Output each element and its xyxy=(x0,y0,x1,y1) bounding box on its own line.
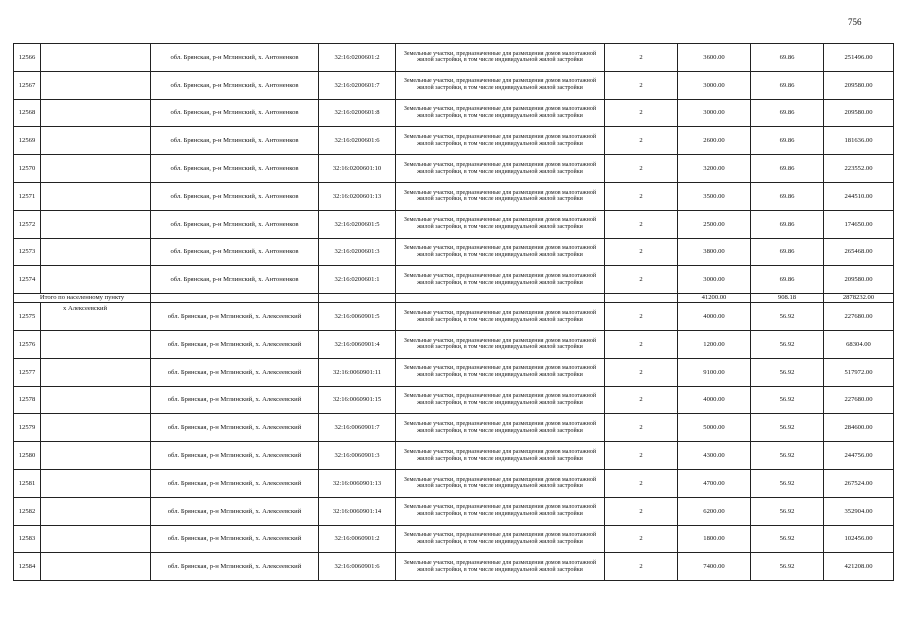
rate-cell: 69.86 xyxy=(751,238,824,266)
address-cell: обл. Брянская, р-н Мглинский, х. Антоненков xyxy=(151,99,319,127)
table-row xyxy=(14,182,894,210)
row-number: 12572 xyxy=(14,210,41,238)
category-cell: 2 xyxy=(605,266,678,294)
cadastral-value-cell: 284600.00 xyxy=(824,414,894,442)
cadastral-value-cell: 102456.00 xyxy=(824,525,894,553)
total-value: 2878232.00 xyxy=(824,294,894,303)
table-row xyxy=(14,414,894,442)
cadastral-number-cell: 32:16:0200601:5 xyxy=(319,210,396,238)
empty-cell xyxy=(41,44,151,72)
land-use-cell: Земельные участки, предназначенные для размещения домов малоэтажной жилой застройки, в том числе индивидуальной жилой застройки xyxy=(396,71,605,99)
land-use-cell: Земельные участки, предназначенные для размещения домов малоэтажной жилой застройки, в том числе индивидуальной жилой застройки xyxy=(396,469,605,497)
rate-cell: 69.86 xyxy=(751,44,824,72)
empty-cell xyxy=(41,469,151,497)
row-number: 12578 xyxy=(14,386,41,414)
cadastral-value-cell: 352904.00 xyxy=(824,497,894,525)
empty-cell xyxy=(41,127,151,155)
address-cell: обл. Брянская, р-н Мглинский, х. Антоненков xyxy=(151,155,319,183)
settlement-label: х Алексеевский xyxy=(63,305,108,312)
total-row xyxy=(14,294,894,303)
table-row xyxy=(14,525,894,553)
table-row xyxy=(14,238,894,266)
cadastral-number-cell: 32:16:0200601:6 xyxy=(319,127,396,155)
row-number: 12584 xyxy=(14,553,41,581)
cadastral-value-cell: 209580.00 xyxy=(824,71,894,99)
area-cell: 1800.00 xyxy=(678,525,751,553)
empty-cell xyxy=(41,553,151,581)
rate-cell: 69.86 xyxy=(751,99,824,127)
table-row xyxy=(14,330,894,358)
row-number: 12583 xyxy=(14,525,41,553)
table-row xyxy=(14,99,894,127)
area-cell: 3600.00 xyxy=(678,44,751,72)
rows-antonenkov xyxy=(14,44,894,294)
land-use-cell: Земельные участки, предназначенные для размещения домов малоэтажной жилой застройки, в том числе индивидуальной жилой застройки xyxy=(396,99,605,127)
land-use-cell: Земельные участки, предназначенные для размещения домов малоэтажной жилой застройки, в том числе индивидуальной жилой застройки xyxy=(396,525,605,553)
area-cell: 4700.00 xyxy=(678,469,751,497)
rate-cell: 69.86 xyxy=(751,155,824,183)
category-cell: 2 xyxy=(605,71,678,99)
land-use-cell: Земельные участки, предназначенные для размещения домов малоэтажной жилой застройки, в том числе индивидуальной жилой застройки xyxy=(396,44,605,72)
category-cell: 2 xyxy=(605,553,678,581)
empty-cell xyxy=(41,525,151,553)
cadastral-value-cell: 251496.00 xyxy=(824,44,894,72)
land-use-cell: Земельные участки, предназначенные для размещения домов малоэтажной жилой застройки, в том числе индивидуальной жилой застройки xyxy=(396,155,605,183)
cadastral-number-cell: 32:16:0200601:3 xyxy=(319,238,396,266)
table-row xyxy=(14,497,894,525)
cadastral-number-cell: 32:16:0060901:11 xyxy=(319,358,396,386)
row-number: 12568 xyxy=(14,99,41,127)
row-number: 12577 xyxy=(14,358,41,386)
page-number: 756 xyxy=(848,17,862,27)
empty-cell xyxy=(41,266,151,294)
table-row xyxy=(14,210,894,238)
cadastral-number-cell: 32:16:0060901:7 xyxy=(319,414,396,442)
address-cell: обл. Брянская, р-н Мглинский, х. Антоненков xyxy=(151,127,319,155)
address-cell: обл. Брянская, р-н Мглинский, х. Антоненков xyxy=(151,238,319,266)
category-cell: 2 xyxy=(605,525,678,553)
address-cell: обл. Брянская, р-н Мглинский, х. Антоненков xyxy=(151,44,319,72)
rate-cell: 69.86 xyxy=(751,210,824,238)
land-use-cell: Земельные участки, предназначенные для размещения домов малоэтажной жилой застройки, в том числе индивидуальной жилой застройки xyxy=(396,358,605,386)
total-area: 41200.00 xyxy=(678,294,751,303)
area-cell: 3000.00 xyxy=(678,71,751,99)
address-cell: обл. Брянская, р-н Мглинский, х. Антоненков xyxy=(151,182,319,210)
cadastral-number-cell: 32:16:0200601:2 xyxy=(319,44,396,72)
address-cell: обл. Брянская, р-н Мглинский, х. Алексеевский xyxy=(151,358,319,386)
category-cell: 2 xyxy=(605,210,678,238)
row-number: 12580 xyxy=(14,442,41,470)
row-number: 12576 xyxy=(14,330,41,358)
row-number: 12579 xyxy=(14,414,41,442)
area-cell: 3800.00 xyxy=(678,238,751,266)
cadastral-number-cell: 32:16:0200601:13 xyxy=(319,182,396,210)
cadastral-value-cell: 227680.00 xyxy=(824,386,894,414)
land-use-cell: Земельные участки, предназначенные для размещения домов малоэтажной жилой застройки, в том числе индивидуальной жилой застройки xyxy=(396,182,605,210)
table-row xyxy=(14,358,894,386)
address-cell: обл. Брянская, р-н Мглинский, х. Алексеевский xyxy=(151,469,319,497)
empty-cell xyxy=(41,71,151,99)
total-label: Итого по населенному пункту xyxy=(14,294,151,303)
category-cell: 2 xyxy=(605,303,678,331)
category-cell: 2 xyxy=(605,238,678,266)
cadastral-number-cell: 32:16:0060901:3 xyxy=(319,442,396,470)
cadastral-number-cell: 32:16:0200601:7 xyxy=(319,71,396,99)
empty-cell xyxy=(41,497,151,525)
empty-cell xyxy=(41,442,151,470)
land-use-cell: Земельные участки, предназначенные для размещения домов малоэтажной жилой застройки, в том числе индивидуальной жилой застройки xyxy=(396,127,605,155)
table-row xyxy=(14,266,894,294)
total-empty-cell xyxy=(319,294,396,303)
area-cell: 3500.00 xyxy=(678,182,751,210)
land-use-cell: Земельные участки, предназначенные для размещения домов малоэтажной жилой застройки, в том числе индивидуальной жилой застройки xyxy=(396,497,605,525)
rows-alekseevsky xyxy=(14,303,894,581)
area-cell: 7400.00 xyxy=(678,553,751,581)
total-empty-cell xyxy=(605,294,678,303)
empty-cell xyxy=(41,358,151,386)
rate-cell: 69.86 xyxy=(751,182,824,210)
rate-cell: 69.86 xyxy=(751,71,824,99)
empty-cell xyxy=(41,155,151,183)
address-cell: обл. Брянская, р-н Мглинский, х. Алексеевский xyxy=(151,330,319,358)
area-cell: 5000.00 xyxy=(678,414,751,442)
rate-cell: 56.92 xyxy=(751,525,824,553)
rate-cell: 56.92 xyxy=(751,303,824,331)
table-row xyxy=(14,71,894,99)
rate-cell: 56.92 xyxy=(751,497,824,525)
cadastral-value-cell: 227680.00 xyxy=(824,303,894,331)
category-cell: 2 xyxy=(605,497,678,525)
cadastral-value-cell: 68304.00 xyxy=(824,330,894,358)
area-cell: 4300.00 xyxy=(678,442,751,470)
row-number: 12566 xyxy=(14,44,41,72)
address-cell: обл. Брянская, р-н Мглинский, х. Алексеевский xyxy=(151,553,319,581)
category-cell: 2 xyxy=(605,182,678,210)
address-cell: обл. Брянская, р-н Мглинский, х. Алексеевский xyxy=(151,497,319,525)
cadastral-value-cell: 209580.00 xyxy=(824,266,894,294)
table-row xyxy=(14,469,894,497)
area-cell: 4000.00 xyxy=(678,303,751,331)
land-use-cell: Земельные участки, предназначенные для размещения домов малоэтажной жилой застройки, в том числе индивидуальной жилой застройки xyxy=(396,266,605,294)
category-cell: 2 xyxy=(605,330,678,358)
empty-cell xyxy=(41,414,151,442)
rate-cell: 69.86 xyxy=(751,266,824,294)
land-use-cell: Земельные участки, предназначенные для размещения домов малоэтажной жилой застройки, в том числе индивидуальной жилой застройки xyxy=(396,442,605,470)
area-cell: 6200.00 xyxy=(678,497,751,525)
table-row xyxy=(14,127,894,155)
cadastral-value-cell: 517972.00 xyxy=(824,358,894,386)
cadastral-number-cell: 32:16:0060901:14 xyxy=(319,497,396,525)
address-cell: обл. Брянская, р-н Мглинский, х. Алексеевский xyxy=(151,303,319,331)
category-cell: 2 xyxy=(605,44,678,72)
area-cell: 9100.00 xyxy=(678,358,751,386)
address-cell: обл. Брянская, р-н Мглинский, х. Алексеевский xyxy=(151,525,319,553)
cadastral-number-cell: 32:16:0060901:4 xyxy=(319,330,396,358)
area-cell: 2600.00 xyxy=(678,127,751,155)
land-use-cell: Земельные участки, предназначенные для размещения домов малоэтажной жилой застройки, в том числе индивидуальной жилой застройки xyxy=(396,414,605,442)
category-cell: 2 xyxy=(605,442,678,470)
land-use-cell: Земельные участки, предназначенные для размещения домов малоэтажной жилой застройки, в том числе индивидуальной жилой застройки xyxy=(396,303,605,331)
address-cell: обл. Брянская, р-н Мглинский, х. Антоненков xyxy=(151,210,319,238)
category-cell: 2 xyxy=(605,358,678,386)
address-cell: обл. Брянская, р-н Мглинский, х. Алексеевский xyxy=(151,414,319,442)
empty-cell xyxy=(41,182,151,210)
category-cell: 2 xyxy=(605,386,678,414)
table-row xyxy=(14,553,894,581)
cadastral-value-cell: 267524.00 xyxy=(824,469,894,497)
land-use-cell: Земельные участки, предназначенные для размещения домов малоэтажной жилой застройки, в том числе индивидуальной жилой застройки xyxy=(396,386,605,414)
row-number: 12567 xyxy=(14,71,41,99)
table-row xyxy=(14,155,894,183)
cadastral-number-cell: 32:16:0200601:10 xyxy=(319,155,396,183)
land-use-cell: Земельные участки, предназначенные для размещения домов малоэтажной жилой застройки, в том числе индивидуальной жилой застройки xyxy=(396,210,605,238)
address-cell: обл. Брянская, р-н Мглинский, х. Алексеевский xyxy=(151,442,319,470)
empty-cell xyxy=(41,330,151,358)
cadastral-value-cell: 244510.00 xyxy=(824,182,894,210)
area-cell: 2500.00 xyxy=(678,210,751,238)
cadastral-value-cell: 223552.00 xyxy=(824,155,894,183)
table-row xyxy=(14,442,894,470)
rate-cell: 69.86 xyxy=(751,127,824,155)
total-empty-cell xyxy=(396,294,605,303)
address-cell: обл. Брянская, р-н Мглинский, х. Антоненков xyxy=(151,266,319,294)
rate-cell: 56.92 xyxy=(751,414,824,442)
area-cell: 3200.00 xyxy=(678,155,751,183)
cadastral-value-cell: 174650.00 xyxy=(824,210,894,238)
cadastral-number-cell: 32:16:0060901:5 xyxy=(319,303,396,331)
row-number: 12575 xyxy=(14,303,41,331)
total-empty-cell xyxy=(151,294,319,303)
total-rate: 908.18 xyxy=(751,294,824,303)
address-cell: обл. Брянская, р-н Мглинский, х. Алексеевский xyxy=(151,386,319,414)
rate-cell: 56.92 xyxy=(751,442,824,470)
land-use-cell: Земельные участки, предназначенные для размещения домов малоэтажной жилой застройки, в том числе индивидуальной жилой застройки xyxy=(396,553,605,581)
empty-cell xyxy=(41,210,151,238)
area-cell: 3000.00 xyxy=(678,266,751,294)
row-number: 12574 xyxy=(14,266,41,294)
cadastral-number-cell: 32:16:0060901:6 xyxy=(319,553,396,581)
category-cell: 2 xyxy=(605,127,678,155)
cadastral-number-cell: 32:16:0060901:13 xyxy=(319,469,396,497)
rate-cell: 56.92 xyxy=(751,358,824,386)
row-number: 12582 xyxy=(14,497,41,525)
area-cell: 1200.00 xyxy=(678,330,751,358)
row-number: 12573 xyxy=(14,238,41,266)
row-number: 12569 xyxy=(14,127,41,155)
row-number: 12570 xyxy=(14,155,41,183)
cadastral-value-cell: 209580.00 xyxy=(824,99,894,127)
cadastral-number-cell: 32:16:0200601:1 xyxy=(319,266,396,294)
category-cell: 2 xyxy=(605,155,678,183)
category-cell: 2 xyxy=(605,99,678,127)
cadastral-value-cell: 265468.00 xyxy=(824,238,894,266)
table-row xyxy=(14,303,894,331)
cadastral-value-cell: 181636.00 xyxy=(824,127,894,155)
category-cell: 2 xyxy=(605,414,678,442)
area-cell: 4000.00 xyxy=(678,386,751,414)
cadastral-number-cell: 32:16:0200601:8 xyxy=(319,99,396,127)
cadastral-number-cell: 32:16:0060901:15 xyxy=(319,386,396,414)
land-use-cell: Земельные участки, предназначенные для размещения домов малоэтажной жилой застройки, в том числе индивидуальной жилой застройки xyxy=(396,238,605,266)
row-number: 12571 xyxy=(14,182,41,210)
land-use-cell: Земельные участки, предназначенные для размещения домов малоэтажной жилой застройки, в том числе индивидуальной жилой застройки xyxy=(396,330,605,358)
empty-cell xyxy=(41,238,151,266)
cadastral-value-cell: 421208.00 xyxy=(824,553,894,581)
table-row xyxy=(14,386,894,414)
rate-cell: 56.92 xyxy=(751,469,824,497)
rate-cell: 56.92 xyxy=(751,330,824,358)
rate-cell: 56.92 xyxy=(751,386,824,414)
empty-cell xyxy=(41,386,151,414)
rate-cell: 56.92 xyxy=(751,553,824,581)
empty-cell xyxy=(41,99,151,127)
address-cell: обл. Брянская, р-н Мглинский, х. Антоненков xyxy=(151,71,319,99)
area-cell: 3000.00 xyxy=(678,99,751,127)
cadastral-value-cell: 244756.00 xyxy=(824,442,894,470)
cadastral-number-cell: 32:16:0060901:2 xyxy=(319,525,396,553)
table-row xyxy=(14,44,894,72)
land-register-table xyxy=(13,43,894,581)
row-number: 12581 xyxy=(14,469,41,497)
category-cell: 2 xyxy=(605,469,678,497)
